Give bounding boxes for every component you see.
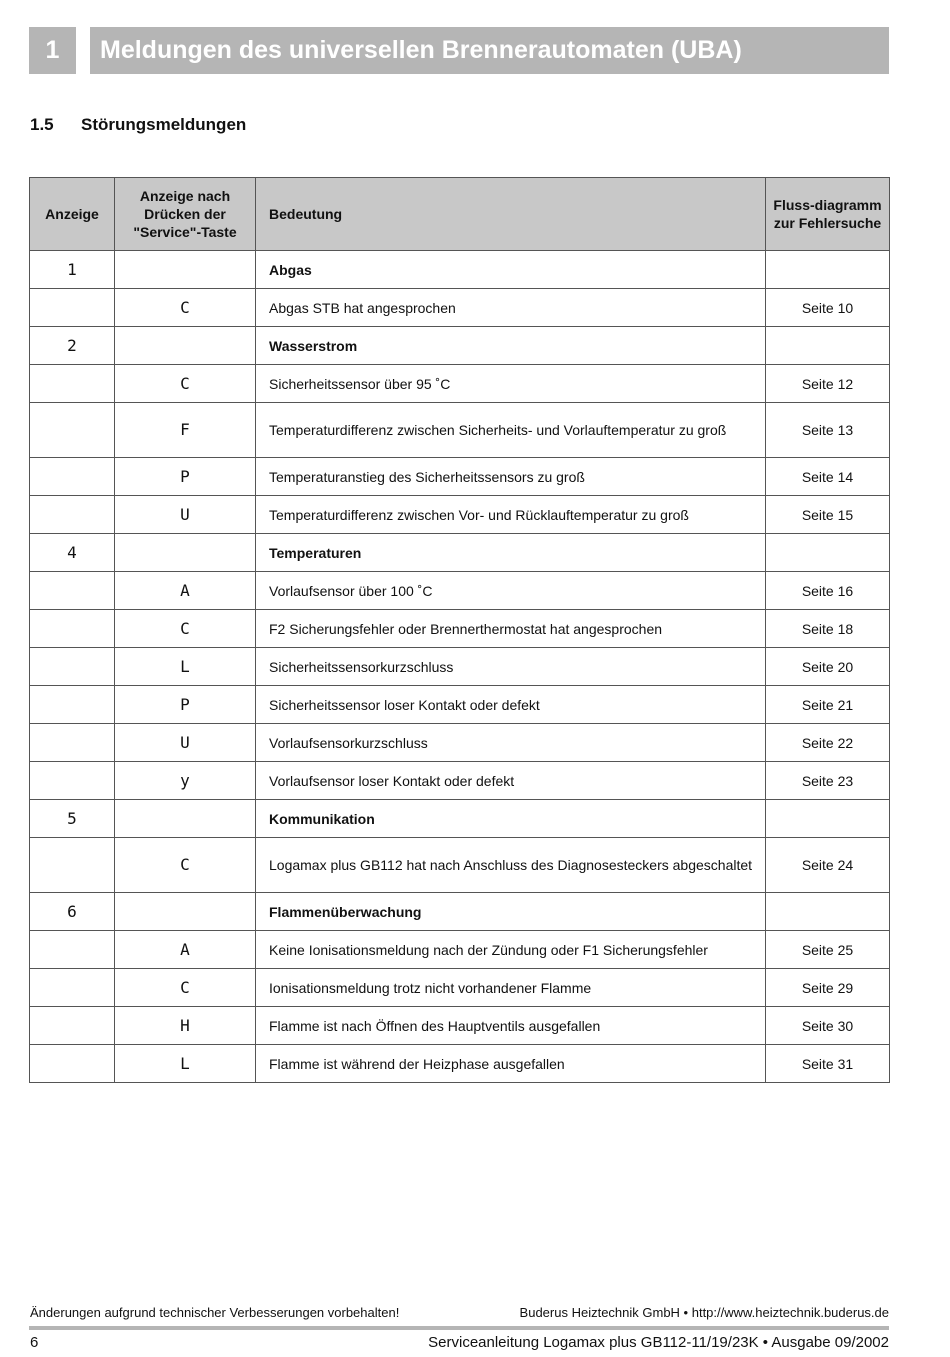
- table-row: [30, 969, 890, 1007]
- cell-anzeige: [30, 648, 115, 686]
- table-row: [30, 572, 890, 610]
- cell-service-code: [115, 800, 256, 838]
- cell-seite: Seite 14: [766, 458, 890, 496]
- cell-anzeige: [30, 969, 115, 1007]
- cell-service-code: C: [115, 610, 256, 648]
- cell-service-code: U: [115, 724, 256, 762]
- cell-seite: Seite 10: [766, 289, 890, 327]
- cell-anzeige: [30, 365, 115, 403]
- cell-anzeige: [30, 686, 115, 724]
- cell-bedeutung: Vorlaufsensor loser Kontakt oder defekt: [256, 762, 766, 800]
- table-row: [30, 496, 890, 534]
- cell-service-code: C: [115, 969, 256, 1007]
- footer-manual-title: Serviceanleitung Logamax plus GB112-11/19/23K • Ausgabe 09/2002: [428, 1334, 889, 1351]
- cell-service-code: A: [115, 931, 256, 969]
- cell-seite: Seite 22: [766, 724, 890, 762]
- table-row: [30, 1045, 890, 1083]
- cell-anzeige: [30, 931, 115, 969]
- header-flussdiagramm: Fluss-diagramm zur Fehlersuche: [766, 178, 890, 251]
- footer-company: Buderus Heiztechnik GmbH • http://www.heiztechnik.buderus.de: [519, 1305, 889, 1320]
- header-bedeutung: Bedeutung: [256, 178, 766, 251]
- cell-service-code: H: [115, 1007, 256, 1045]
- cell-seite: Seite 21: [766, 686, 890, 724]
- table-row: [30, 762, 890, 800]
- cell-bedeutung: Flammenüberwachung: [256, 893, 766, 931]
- cell-anzeige: [30, 458, 115, 496]
- cell-service-code: A: [115, 572, 256, 610]
- cell-seite: [766, 800, 890, 838]
- cell-service-code: C: [115, 365, 256, 403]
- cell-bedeutung: F2 Sicherungsfehler oder Brennerthermostat hat angesprochen: [256, 610, 766, 648]
- cell-seite: Seite 15: [766, 496, 890, 534]
- cell-anzeige: [30, 838, 115, 893]
- section-heading: [30, 115, 246, 135]
- cell-bedeutung: Temperaturen: [256, 534, 766, 572]
- cell-anzeige: 5: [30, 800, 115, 838]
- table-row: [30, 1007, 890, 1045]
- footer-divider: [29, 1326, 889, 1330]
- cell-seite: Seite 30: [766, 1007, 890, 1045]
- cell-bedeutung: Abgas: [256, 251, 766, 289]
- cell-seite: Seite 18: [766, 610, 890, 648]
- cell-service-code: U: [115, 496, 256, 534]
- cell-service-code: [115, 534, 256, 572]
- table-row: [30, 289, 890, 327]
- cell-seite: Seite 24: [766, 838, 890, 893]
- cell-bedeutung: Ionisationsmeldung trotz nicht vorhandener Flamme: [256, 969, 766, 1007]
- cell-anzeige: [30, 403, 115, 458]
- cell-bedeutung: Flamme ist nach Öffnen des Hauptventils ausgefallen: [256, 1007, 766, 1045]
- cell-anzeige: [30, 289, 115, 327]
- cell-service-code: L: [115, 1045, 256, 1083]
- cell-service-code: y: [115, 762, 256, 800]
- cell-seite: [766, 327, 890, 365]
- cell-service-code: L: [115, 648, 256, 686]
- cell-bedeutung: Sicherheitssensorkurzschluss: [256, 648, 766, 686]
- cell-anzeige: [30, 1007, 115, 1045]
- error-table: [29, 177, 890, 1083]
- cell-seite: [766, 893, 890, 931]
- cell-anzeige: [30, 572, 115, 610]
- table-row: [30, 403, 890, 458]
- cell-bedeutung: Temperaturdifferenz zwischen Sicherheits- und Vorlauftemperatur zu groß: [256, 403, 766, 458]
- cell-seite: Seite 29: [766, 969, 890, 1007]
- section-title: Störungsmeldungen: [81, 115, 247, 134]
- cell-bedeutung: Vorlaufsensor über 100 ˚C: [256, 572, 766, 610]
- table-row: [30, 458, 890, 496]
- cell-seite: Seite 20: [766, 648, 890, 686]
- table-row: [30, 931, 890, 969]
- table-group-row: [30, 534, 890, 572]
- cell-service-code: C: [115, 289, 256, 327]
- cell-seite: Seite 25: [766, 931, 890, 969]
- cell-anzeige: [30, 762, 115, 800]
- footer-note: Änderungen aufgrund technischer Verbesserungen vorbehalten!: [30, 1305, 400, 1320]
- cell-seite: Seite 16: [766, 572, 890, 610]
- cell-seite: [766, 534, 890, 572]
- page-title: Meldungen des universellen Brennerautomaten (UBA): [90, 27, 889, 74]
- table-group-row: [30, 327, 890, 365]
- table-row: [30, 686, 890, 724]
- section-number: 1.5: [30, 115, 54, 134]
- cell-bedeutung: Wasserstrom: [256, 327, 766, 365]
- cell-anzeige: [30, 724, 115, 762]
- cell-seite: Seite 13: [766, 403, 890, 458]
- cell-seite: [766, 251, 890, 289]
- table-group-row: [30, 800, 890, 838]
- cell-service-code: P: [115, 686, 256, 724]
- cell-anzeige: 1: [30, 251, 115, 289]
- cell-service-code: F: [115, 403, 256, 458]
- cell-service-code: [115, 327, 256, 365]
- chapter-number: 1: [29, 27, 76, 74]
- cell-bedeutung: Logamax plus GB112 hat nach Anschluss des Diagnosesteckers abgeschaltet: [256, 838, 766, 893]
- cell-seite: Seite 31: [766, 1045, 890, 1083]
- cell-anzeige: [30, 1045, 115, 1083]
- cell-service-code: [115, 251, 256, 289]
- table-row: [30, 648, 890, 686]
- cell-service-code: [115, 893, 256, 931]
- cell-bedeutung: Flamme ist während der Heizphase ausgefallen: [256, 1045, 766, 1083]
- table-body: [30, 251, 890, 1083]
- cell-bedeutung: Temperaturanstieg des Sicherheitssensors zu groß: [256, 458, 766, 496]
- table-row: [30, 838, 890, 893]
- table-row: [30, 365, 890, 403]
- cell-anzeige: [30, 610, 115, 648]
- table-header-row: [30, 178, 890, 251]
- cell-service-code: P: [115, 458, 256, 496]
- cell-bedeutung: Keine Ionisationsmeldung nach der Zündung oder F1 Sicherungsfehler: [256, 931, 766, 969]
- cell-anzeige: 2: [30, 327, 115, 365]
- table-row: [30, 610, 890, 648]
- cell-seite: Seite 12: [766, 365, 890, 403]
- cell-service-code: C: [115, 838, 256, 893]
- cell-bedeutung: Temperaturdifferenz zwischen Vor- und Rücklauftemperatur zu groß: [256, 496, 766, 534]
- cell-bedeutung: Sicherheitssensor über 95 ˚C: [256, 365, 766, 403]
- cell-anzeige: 6: [30, 893, 115, 931]
- cell-seite: Seite 23: [766, 762, 890, 800]
- cell-bedeutung: Abgas STB hat angesprochen: [256, 289, 766, 327]
- cell-bedeutung: Vorlaufsensorkurzschluss: [256, 724, 766, 762]
- table-group-row: [30, 251, 890, 289]
- page-number: 6: [30, 1334, 39, 1351]
- cell-anzeige: [30, 496, 115, 534]
- cell-anzeige: 4: [30, 534, 115, 572]
- header-anzeige: Anzeige: [30, 178, 115, 251]
- table-row: [30, 724, 890, 762]
- header-service: Anzeige nach Drücken der "Service"-Taste: [115, 178, 256, 251]
- cell-bedeutung: Sicherheitssensor loser Kontakt oder defekt: [256, 686, 766, 724]
- table-group-row: [30, 893, 890, 931]
- cell-bedeutung: Kommunikation: [256, 800, 766, 838]
